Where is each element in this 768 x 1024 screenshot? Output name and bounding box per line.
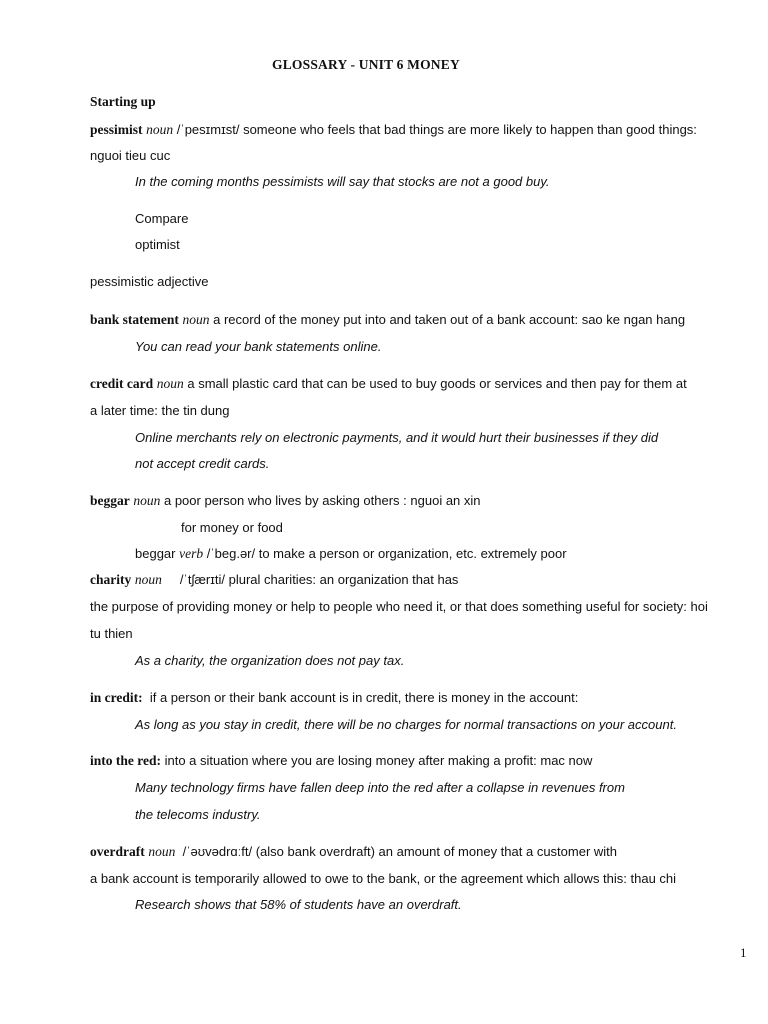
example-sentence-cont: not accept credit cards.	[135, 456, 270, 471]
part-of-speech: noun	[182, 312, 210, 327]
part-of-speech: noun	[133, 493, 161, 508]
entry-beggar-verb	[135, 547, 567, 561]
entry-charity-line3: tu thien	[90, 626, 133, 641]
example-sentence: You can read your bank statements online.	[135, 339, 382, 354]
entry-in-credit	[90, 691, 578, 705]
entry-credit-card-line2: a later time: the tin dung	[90, 403, 230, 418]
verb-word: beggar	[135, 546, 180, 561]
definition-text: a small plastic card that can be used to buy goods or services and then pay for them at	[183, 376, 687, 391]
example-sentence: As a charity, the organization does not pay tax.	[135, 653, 405, 668]
definition-text: a poor person who lives by asking others : nguoi an xin	[160, 493, 481, 508]
entry-term: beggar	[90, 493, 130, 508]
part-of-speech: noun	[146, 122, 174, 137]
compare-word: optimist	[135, 237, 180, 252]
entry-term: pessimist	[90, 122, 143, 137]
entry-overdraft	[90, 845, 617, 859]
entry-charity-line2: the purpose of providing money or help to people who need it, or that does something useful for society: hoi	[90, 599, 708, 614]
entry-beggar	[90, 494, 481, 508]
example-sentence-cont: the telecoms industry.	[135, 807, 261, 822]
definition-text: /ˈpesɪmɪst/ someone who feels that bad things are more likely to happen than good things:	[173, 122, 697, 137]
entry-pessimist-line2: nguoi tieu cuc	[90, 148, 171, 163]
example-sentence: Many technology firms have fallen deep into the red after a collapse in revenues from	[135, 780, 625, 795]
definition-text: a record of the money put into and taken out of a bank account: sao ke ngan hang	[209, 312, 686, 327]
definition-text: into a situation where you are losing money after making a profit: mac now	[161, 753, 593, 768]
entry-term: charity	[90, 572, 132, 587]
example-sentence: Online merchants rely on electronic payments, and it would hurt their businesses if they did	[135, 430, 659, 445]
section-heading: Starting up	[90, 94, 156, 109]
entry-term: into the red:	[90, 753, 161, 768]
part-of-speech: verb	[179, 546, 204, 561]
definition-text: if a person or their bank account is in credit, there is money in the account:	[142, 690, 579, 705]
entry-bank-statement	[90, 313, 685, 327]
entry-term: credit card	[90, 376, 154, 391]
example-sentence: As long as you stay in credit, there will be no charges for normal transactions on your account.	[135, 717, 677, 732]
page-title: GLOSSARY - UNIT 6 MONEY	[272, 57, 460, 72]
example-sentence: Research shows that 58% of students have an overdraft.	[135, 897, 462, 912]
definition-text: /ˈəʊvədrɑːft/ (also bank overdraft) an amount of money that a customer with	[175, 844, 618, 859]
entry-charity	[90, 573, 458, 587]
entry-term: in credit:	[90, 690, 143, 705]
entry-credit-card	[90, 377, 687, 391]
compare-label: Compare	[135, 211, 189, 226]
entry-pessimist-line1	[90, 123, 697, 137]
entry-term: overdraft	[90, 844, 145, 859]
example-sentence: In the coming months pessimists will say that stocks are not a good buy.	[135, 174, 550, 189]
entry-into-the-red	[90, 754, 592, 768]
entry-term: bank statement	[90, 312, 179, 327]
part-of-speech: noun	[156, 376, 184, 391]
definition-text: /ˈbeɡ.ər/ to make a person or organization, etc. extremely poor	[203, 546, 567, 561]
page-number: 1	[740, 945, 747, 960]
part-of-speech: noun	[148, 844, 176, 859]
derived-form: pessimistic adjective	[90, 274, 209, 289]
definition-text: /ˈtʃærɪti/ plural charities: an organization that has	[161, 572, 459, 587]
entry-overdraft-line2: a bank account is temporarily allowed to owe to the bank, or the agreement which allows this: thau chi	[90, 871, 677, 886]
entry-beggar-line2: for money or food	[181, 520, 283, 535]
part-of-speech: noun	[134, 572, 162, 587]
